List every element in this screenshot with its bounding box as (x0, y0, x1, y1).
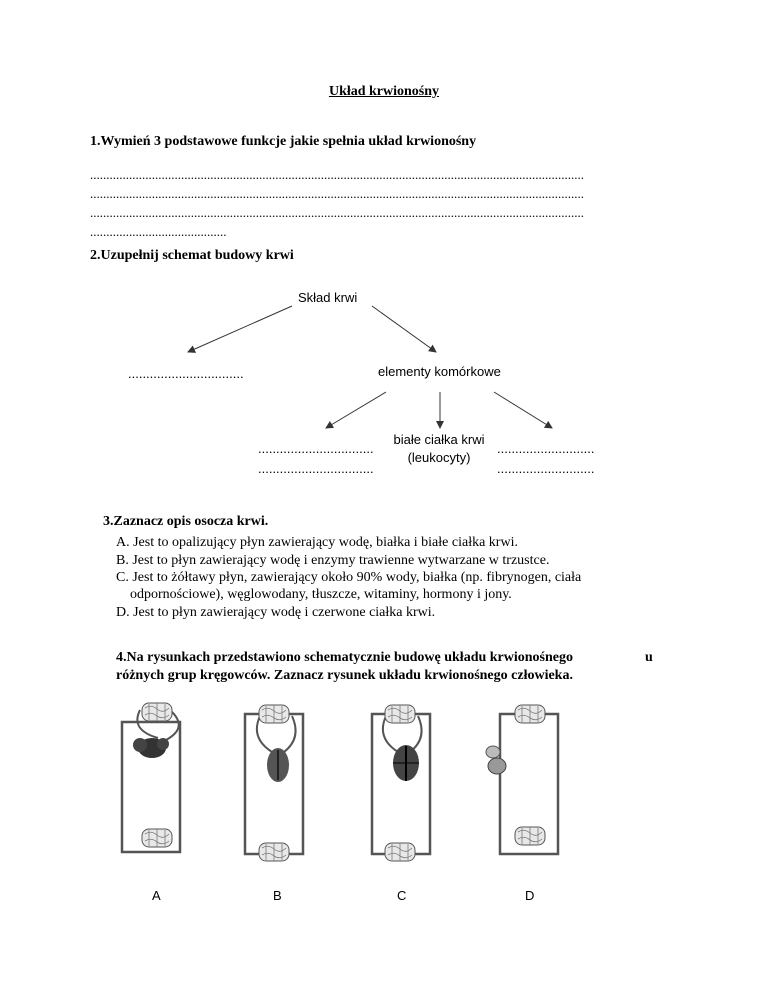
red-cells-blank-1[interactable]: ................................ (258, 441, 374, 456)
platelets-blank-2[interactable]: ........................... (497, 461, 595, 476)
option-d[interactable]: D. Jest to płyn zawierający wodę i czerwone ciałka krwi. (116, 605, 436, 620)
option-c[interactable]: C. Jest to żółtawy płyn, zawierający około 90% wody, białka (np. fibrynogen, ciała (116, 570, 582, 585)
question-1: 1.Wymień 3 podstawowe funkcje jakie spełnia układ krwionośny (90, 134, 477, 149)
answer-line-1[interactable]: ........................................................................................................................................................ (90, 167, 584, 182)
question-3: 3.Zaznacz opis osocza krwi. (103, 514, 269, 529)
arrow-to-red-cells (326, 392, 386, 428)
answer-line-2[interactable]: ........................................................................................................................................................ (90, 186, 584, 201)
option-a[interactable]: A. Jest to opalizujący płyn zawierający wodę, białka i białe ciałka krwi. (116, 535, 518, 550)
elements-label: elementy komórkowe (378, 364, 501, 379)
platelets-blank-1[interactable]: ........................... (497, 441, 595, 456)
label-d: D (525, 888, 535, 903)
arrow-to-elements (372, 306, 436, 352)
white-cells-label-1: białe ciałka krwi (393, 432, 485, 447)
question-4-line-2: różnych grup kręgowców. Zaznacz rysunek układu krwionośnego człowieka. (116, 668, 573, 683)
arrow-to-platelets (494, 392, 552, 428)
diagram-root-label: Skład krwi (298, 290, 358, 305)
label-b: B (273, 888, 282, 903)
answer-line-4[interactable]: .......................................... (90, 224, 227, 239)
drawing-d[interactable] (486, 705, 558, 854)
option-b[interactable]: B. Jest to płyn zawierający wodę i enzymy trawienne wytwarzane w trzustce. (116, 553, 550, 568)
question-4-line-1: 4.Na rysunkach przedstawiono schematycznie budowę układu krwionośnego (116, 650, 573, 665)
page-title: Układ krwionośny (328, 84, 440, 99)
drawing-c[interactable] (372, 705, 430, 861)
label-a: A (152, 888, 161, 903)
question-4-u: u (645, 650, 653, 665)
option-c-continued[interactable]: odpornościowe), węglowodany, tłuszcze, witaminy, hormony i jony. (130, 587, 512, 602)
question-2: 2.Uzupełnij schemat budowy krwi (90, 248, 294, 263)
arrow-to-plasma (188, 306, 292, 352)
red-cells-blank-2[interactable]: ................................ (258, 461, 374, 476)
label-c: C (397, 888, 407, 903)
plasma-blank[interactable]: ................................ (128, 366, 244, 381)
drawing-b[interactable] (245, 705, 303, 861)
drawing-a[interactable] (122, 703, 180, 852)
circulatory-drawings (100, 690, 600, 885)
answer-line-3[interactable]: ........................................................................................................................................................ (90, 205, 584, 220)
white-cells-label-2: (leukocyty) (407, 450, 471, 465)
